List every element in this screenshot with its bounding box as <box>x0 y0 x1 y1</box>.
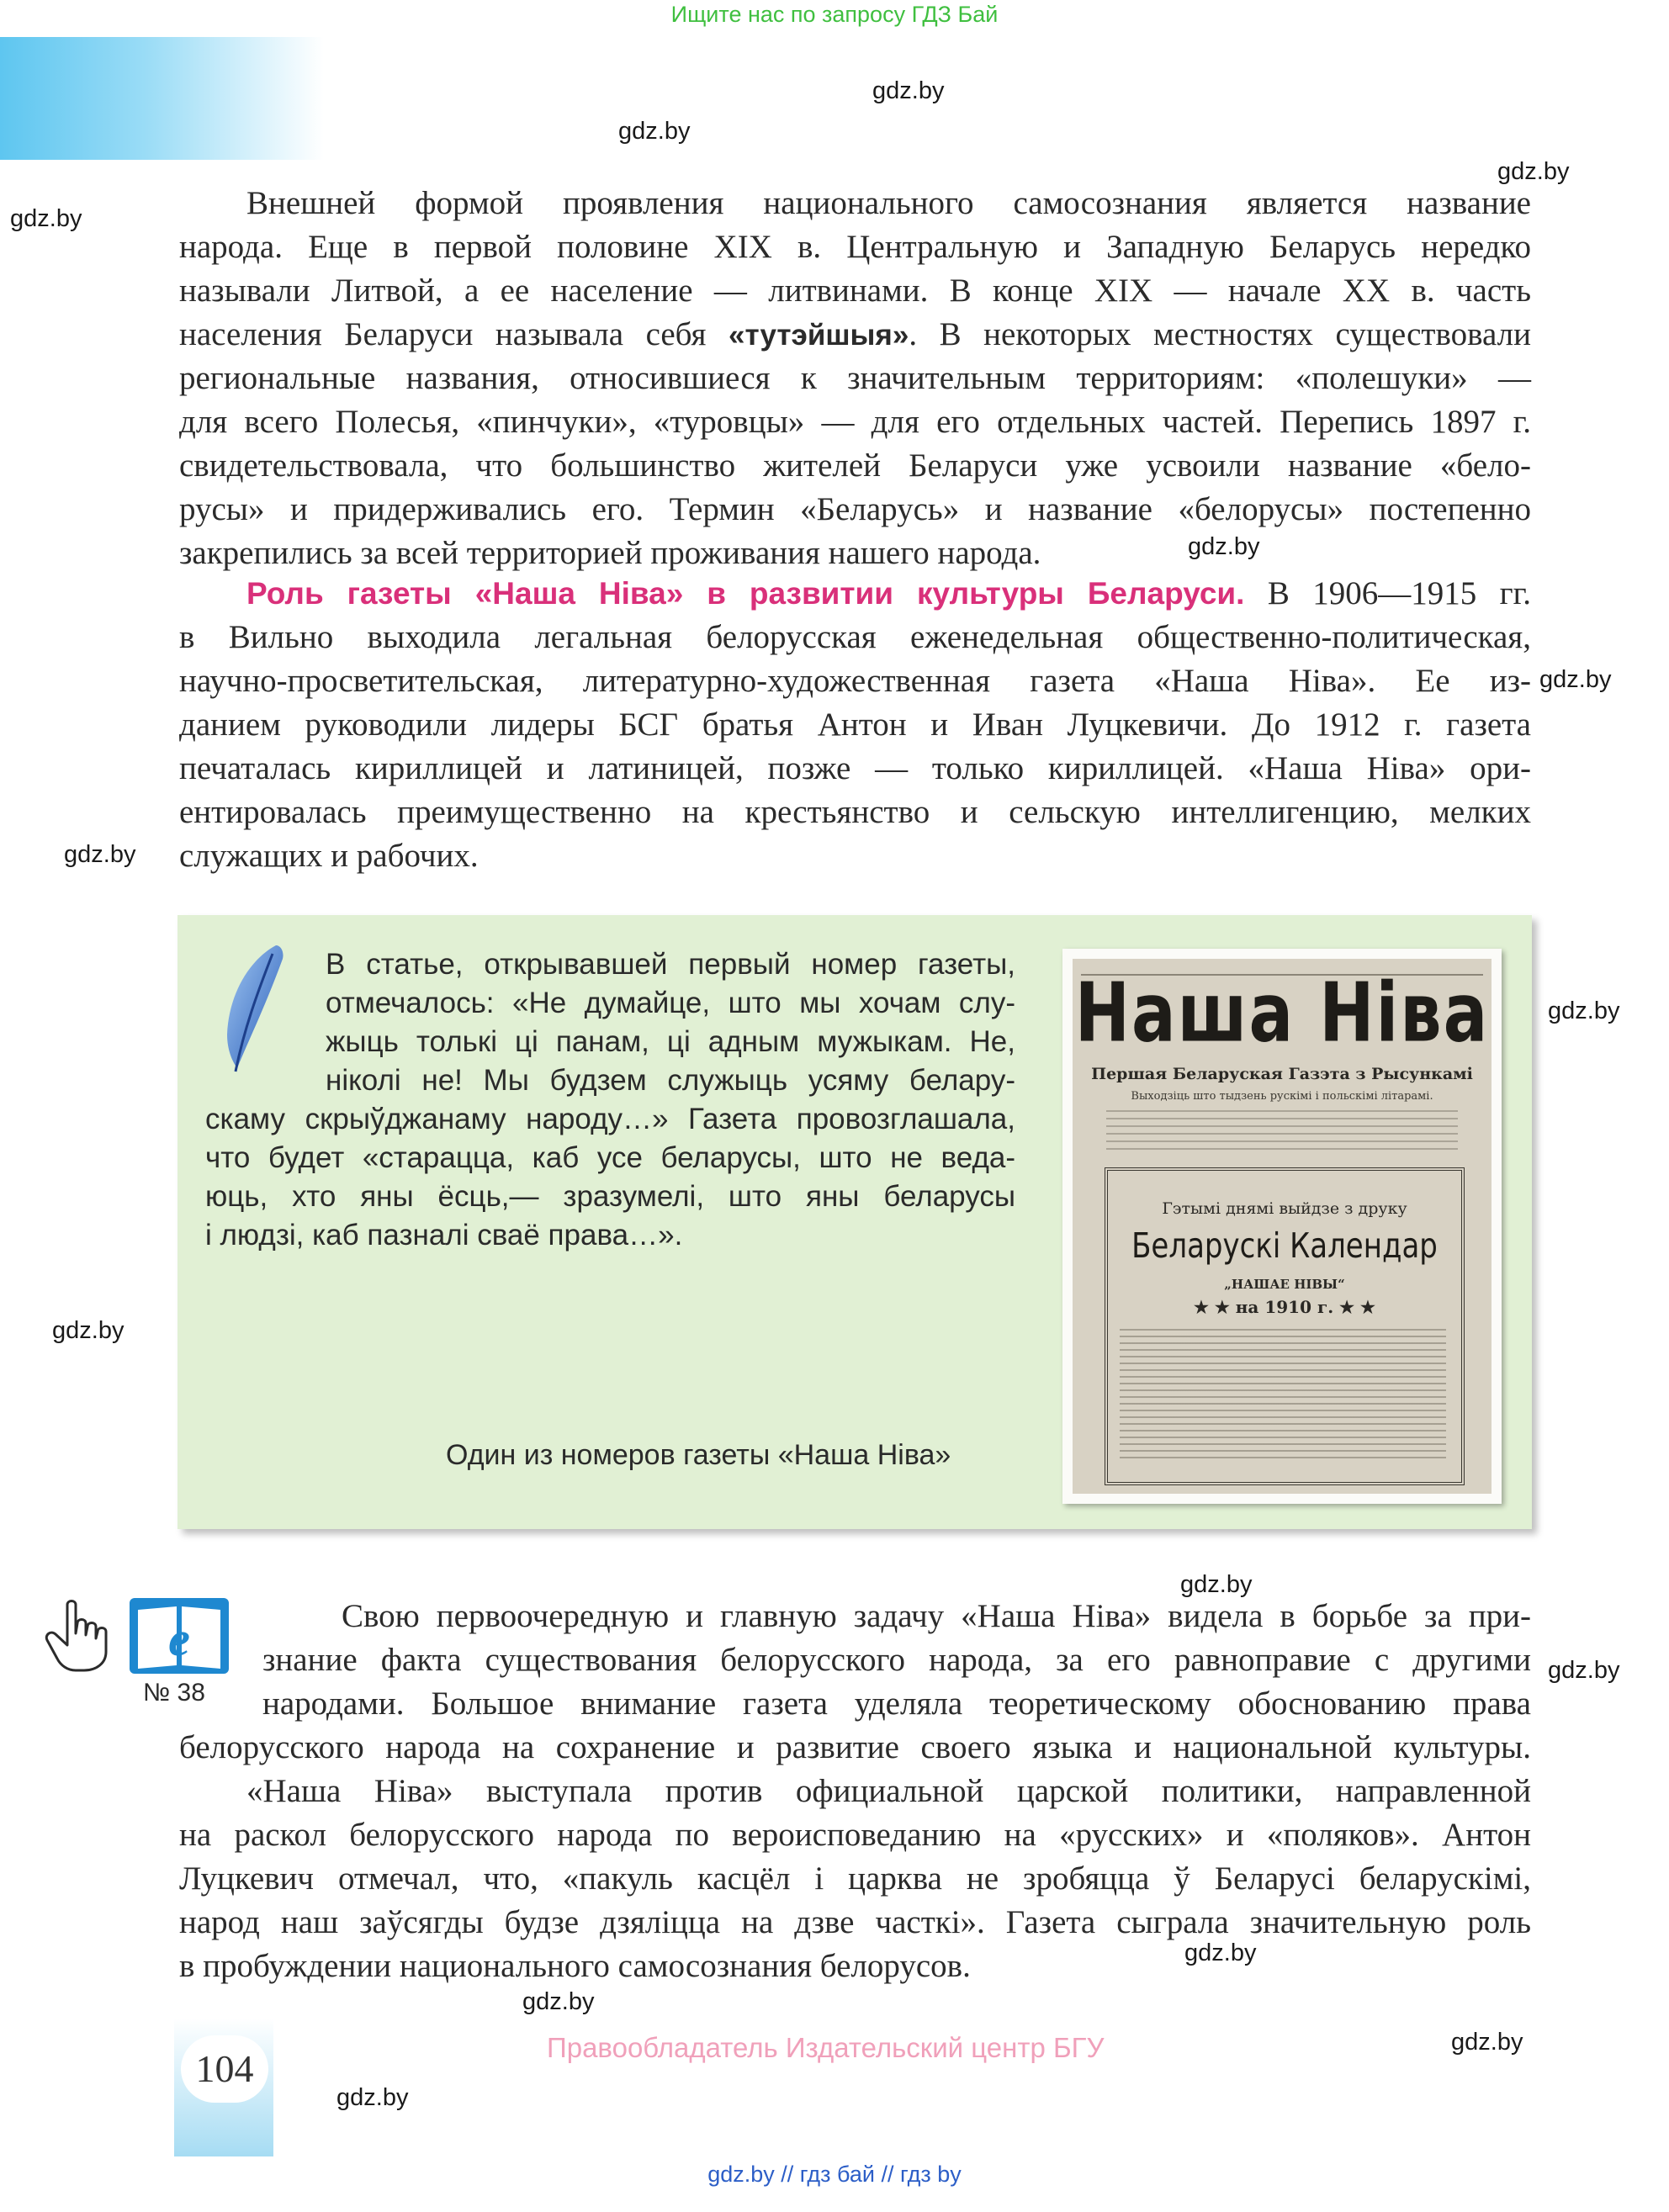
hand-pointer-icon[interactable] <box>42 1598 114 1674</box>
text-line: ентировалась преимущественно на крестьянство и сельскую интеллигенцию, мелких <box>179 794 1531 830</box>
text-line: русы» и придерживались его. Термин «Беларусь» и название «белорусы» постепенно <box>179 491 1531 527</box>
text-line: называли Литвой, а ее население — литвинами. В конце XIX — начале XX в. часть <box>179 273 1531 309</box>
paper-ad-small-print <box>1120 1329 1446 1463</box>
text-line: служащих и рабочих. <box>179 838 479 874</box>
watermark: gdz.by <box>1539 666 1612 693</box>
paragraph-task-end <box>179 1726 1531 1770</box>
watermark: gdz.by <box>1548 1657 1620 1684</box>
text-line: печаталась кириллицей и латиницей, позже — только кириллицей. «Наша Ніва» ори- <box>179 750 1531 786</box>
paper-ad-sub: „НАШАЕ НІВЫ“ <box>1224 1277 1345 1292</box>
watermark: gdz.by <box>1188 533 1260 560</box>
paper-ad-line1: Гэтымі днямі выйдзе з друку <box>1162 1199 1407 1218</box>
paragraph-nasha-niva <box>179 572 1531 878</box>
paper-subtitle: Першая Беларуская Газэта з Рысункамі <box>1091 1065 1473 1083</box>
paragraph-policy <box>179 1770 1531 1988</box>
text-fragment: . В некоторых местностях существовали <box>909 316 1531 352</box>
copyright: Правообладатель Издательский центр БГУ <box>547 2032 1105 2063</box>
text-line: свидетельствовала, что большинство жителей Беларуси уже усвоили название «бело- <box>179 447 1531 484</box>
text-line: закрепились за всей территорией проживания нашего народа. <box>179 535 1041 571</box>
paper-line2: Выходзіць што тыдзень рускімі і польскімі літарамі. <box>1131 1090 1433 1103</box>
text-line: в Вильно выходила легальная белорусская еженедельная общественно-политическая, <box>179 619 1531 655</box>
watermark: gdz.by <box>64 841 136 868</box>
quote-text <box>205 945 1015 1255</box>
quote-line: ніколі не! Мы будзем служыць усяму белару- <box>326 1064 1015 1097</box>
text-line: Свою первоочередную и главную задачу «Наша Ніва» видела в борьбе за при- <box>342 1598 1531 1634</box>
watermark: gdz.by <box>872 77 945 104</box>
text-fragment: населения Беларуси называла себя <box>179 316 729 352</box>
quote-line: скаму скрыўджанаму народу…» Газета провозглашала, <box>205 1103 1015 1135</box>
svg-text:e: e <box>168 1611 190 1666</box>
text-line: белорусского народа на сохранение и развитие своего языка и национальной культуры. <box>179 1729 1531 1765</box>
paper-ad-box <box>1105 1167 1465 1485</box>
quote-line: что будет «старацца, каб усе беларусы, што не веда- <box>205 1141 1015 1174</box>
footer-links[interactable]: gdz.by // гдз бай // гдз by <box>707 2162 962 2187</box>
text-line <box>179 313 1531 357</box>
watermark: gdz.by <box>1451 2029 1523 2056</box>
text-fragment: В 1906—1915 гг. <box>1244 575 1532 611</box>
text-line: научно-просветительская, литературно-художественная газета «Наша Ніва». Ее из- <box>179 663 1531 699</box>
paper-small-print <box>1106 1110 1458 1151</box>
text-line: «Наша Ніва» выступала против официальной царской политики, направленной <box>246 1773 1531 1809</box>
quote-line: жыць толькі ці панам, ці адным мужыкам. Не, <box>326 1025 1015 1058</box>
watermark: gdz.by <box>10 205 82 232</box>
text-line: региональные названия, относившиеся к значительным территориям: «полешуки» — <box>179 360 1531 396</box>
corner-gradient <box>0 37 324 160</box>
watermark: gdz.by <box>336 2084 409 2111</box>
paragraph-task <box>262 1595 1531 1726</box>
quote-line: отмечалось: «Не думайце, што мы хочам слу- <box>326 987 1015 1019</box>
text-line: для всего Полесья, «пинчуки», «туровцы» — для его отдельных частей. Перепись 1897 г. <box>179 404 1531 440</box>
quote-line: В статье, открывавшей первый номер газеты, <box>326 948 1015 981</box>
text-line: Внешней формой проявления национального самосознания является название <box>246 185 1531 221</box>
ebook-icon[interactable] <box>128 1596 230 1675</box>
watermark: gdz.by <box>1180 1571 1253 1598</box>
text-line: народа. Еще в первой половине XIX в. Центральную и Западную Беларусь нередко <box>179 229 1531 265</box>
text-line: народами. Большое внимание газета уделяла теоретическому обоснованию права <box>262 1685 1531 1722</box>
newspaper-image <box>1073 959 1492 1494</box>
watermark: gdz.by <box>1548 998 1620 1024</box>
feather-icon <box>217 942 289 1077</box>
text-line <box>179 572 1531 616</box>
watermark: gdz.by <box>1184 1939 1257 1966</box>
watermark: gdz.by <box>1497 158 1570 185</box>
page-number: 104 <box>181 2035 268 2103</box>
watermark: gdz.by <box>522 1988 595 2015</box>
text-line: знание факта существования белорусского народа, за его равноправие с другими <box>262 1642 1531 1678</box>
text-line: на раскол белорусского народа по вероисповеданию на «русских» и «поляков». Антон <box>179 1817 1531 1853</box>
text-line: данием руководили лидеры БСГ братья Антон и Иван Луцкевичи. До 1912 г. газета <box>179 706 1531 743</box>
text-line: народ наш заўсягды будзе дзяліцца на дзве часткі». Газета сыграла значительную роль <box>179 1904 1531 1940</box>
text-line: Луцкевич отмечал, что, «пакуль касцёл і царква не зробяцца ў Беларусі беларускімі, <box>179 1860 1531 1897</box>
text-line: в пробуждении национального самосознания белорусов. <box>179 1948 971 1984</box>
quote-line: юць, хто яны ёсць,— зразумелі, што яны беларусы <box>205 1180 1015 1213</box>
watermark: gdz.by <box>52 1317 125 1344</box>
section-heading: Роль газеты «Наша Ніва» в развитии культуры Беларуси. <box>246 576 1245 611</box>
top-banner: Ищите нас по запросу ГДЗ Бай <box>670 2 999 27</box>
paper-ad-title: Беларускі Календар <box>1131 1226 1438 1267</box>
term-tuteishyia: «тутэйшыя» <box>729 319 909 352</box>
ebook-ref[interactable]: № 38 <box>143 1679 205 1707</box>
watermark: gdz.by <box>618 118 691 145</box>
image-caption: Один из номеров газеты «Наша Ніва» <box>446 1439 951 1471</box>
paper-masthead: Наша Ніва <box>1074 966 1490 1061</box>
paper-ad-year: ★ ★ на 1910 г. ★ ★ <box>1194 1297 1375 1317</box>
quote-line: і людзі, каб пазналі сваё права…». <box>205 1219 683 1252</box>
paragraph-self-awareness <box>179 182 1531 575</box>
